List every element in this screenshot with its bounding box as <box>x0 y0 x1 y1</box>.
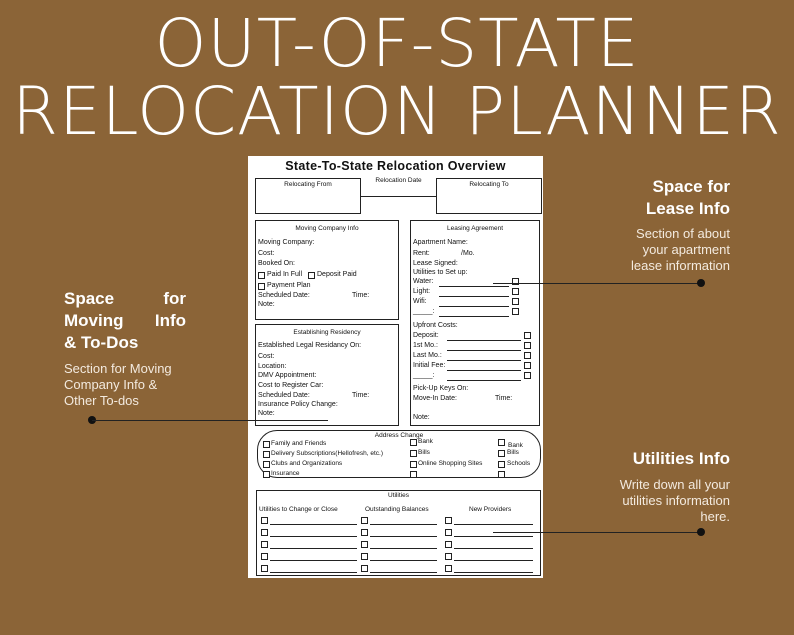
moving-callout-head1a: Space <box>64 289 115 308</box>
utility-row-line <box>370 560 437 561</box>
address-change-box <box>257 430 541 478</box>
moving-company-box <box>255 220 399 320</box>
moving-callout-sub1: Section for Moving <box>64 361 172 376</box>
lease-connector-dot <box>697 279 705 287</box>
insurance-change-label: Insurance Policy Change: <box>258 401 338 408</box>
utility-row-checkbox[interactable] <box>361 529 368 536</box>
moving-time-label: Time: <box>352 292 370 299</box>
bills2-checkbox[interactable] <box>498 450 505 457</box>
moving-callout-head2a: Moving <box>64 311 124 330</box>
bank2-label: Bank <box>508 442 523 449</box>
relocation-date-line <box>361 196 436 197</box>
utility-row-line <box>370 548 437 549</box>
lease-callout-sub3: lease information <box>631 258 730 273</box>
moving-callout-head2b: Info <box>154 311 186 330</box>
utilities-callout-sub1: Write down all your <box>619 477 730 492</box>
deposit-line <box>447 340 521 341</box>
paid-in-full-checkbox[interactable] <box>258 272 265 279</box>
residency-time-label: Time: <box>352 392 370 399</box>
residency-scheduled-label: Scheduled Date: <box>258 392 310 399</box>
water-line <box>439 286 509 287</box>
utilities-box <box>256 490 541 576</box>
last-month-checkbox[interactable] <box>524 352 531 359</box>
bills2-label: Bills <box>507 449 519 456</box>
delivery-checkbox[interactable] <box>263 451 270 458</box>
deposit-label: Deposit: <box>413 332 439 339</box>
upfront-blank-line <box>447 380 521 381</box>
utilities-callout-sub2: utilities information <box>622 493 730 508</box>
utility-row-line <box>454 560 533 561</box>
register-car-label: Cost to Register Car: <box>258 382 324 389</box>
planner-sheet <box>248 156 543 578</box>
booked-on-label: Booked On: <box>258 260 295 267</box>
utility-blank-checkbox[interactable] <box>512 308 519 315</box>
blank-col2-checkbox[interactable] <box>410 471 417 478</box>
lease-callout-head2: Lease Info <box>645 199 730 218</box>
main-title-line2: RELOCATION PLANNER <box>12 73 782 150</box>
relocating-from-label: Relocating From <box>284 181 332 188</box>
relocation-date-label: Relocation Date <box>375 177 422 184</box>
utility-row-checkbox[interactable] <box>261 529 268 536</box>
utility-blank-line <box>439 316 509 317</box>
outstanding-header: Outstanding Balances <box>365 506 429 513</box>
first-month-checkbox[interactable] <box>524 342 531 349</box>
utility-row-checkbox[interactable] <box>445 541 452 548</box>
utilities-title: Utilities <box>388 492 409 499</box>
lease-callout-head1: Space for <box>652 177 730 196</box>
utility-row-checkbox[interactable] <box>361 517 368 524</box>
first-month-label: 1st Mo.: <box>413 342 438 349</box>
family-friends-label: Family and Friends <box>271 440 327 447</box>
bills-label: Bills <box>418 449 430 456</box>
sheet-title: State-To-State Relocation Overview <box>285 159 506 173</box>
utility-row-checkbox[interactable] <box>445 517 452 524</box>
moving-callout-sub2: Company Info & <box>64 377 158 392</box>
utility-row-line <box>270 536 357 537</box>
last-month-line <box>447 360 521 361</box>
moving-note-label: Note: <box>258 301 275 308</box>
schools-label: Schools <box>507 460 531 467</box>
utilities-callout-sub3: here. <box>700 509 730 524</box>
utility-row-checkbox[interactable] <box>361 541 368 548</box>
main-title-line1: OUT-OF-STATE <box>154 5 640 82</box>
light-checkbox[interactable] <box>512 288 519 295</box>
upfront-blank-label: _____: <box>413 372 435 379</box>
utility-row-line <box>454 548 533 549</box>
wifi-line <box>439 306 509 307</box>
residency-note-label: Note: <box>258 410 275 417</box>
utility-row-checkbox[interactable] <box>445 565 452 572</box>
light-line <box>439 296 509 297</box>
address-change-title: Address Change <box>374 432 424 439</box>
upfront-costs-label: Upfront Costs: <box>413 322 458 329</box>
utility-row-line <box>370 572 437 573</box>
moving-company-title: Moving Company Info <box>295 225 359 232</box>
moving-callout-head3: & To-Dos <box>64 333 139 352</box>
deposit-checkbox[interactable] <box>524 332 531 339</box>
utility-row-checkbox[interactable] <box>361 565 368 572</box>
leasing-box <box>410 220 540 426</box>
shopping-label: Online Shopping Sites <box>418 460 483 467</box>
paid-in-full-label: Paid In Full <box>267 271 303 278</box>
utility-row-checkbox[interactable] <box>261 517 268 524</box>
residency-location-label: Location: <box>258 363 287 370</box>
blank-col3-checkbox[interactable] <box>498 471 505 478</box>
utilities-callout-head: Utilities Info <box>632 449 730 468</box>
clubs-label: Clubs and Organizations <box>271 460 343 467</box>
insurance-label: Insurance <box>271 470 300 477</box>
clubs-checkbox[interactable] <box>263 461 270 468</box>
family-friends-checkbox[interactable] <box>263 441 270 448</box>
utility-row-line <box>454 524 533 525</box>
new-providers-header: New Providers <box>469 506 512 513</box>
leasing-title: Leasing Agreement <box>446 225 503 232</box>
moving-company-label: Moving Company: <box>258 239 315 246</box>
water-label: Water: <box>413 278 434 285</box>
utility-row-checkbox[interactable] <box>445 529 452 536</box>
moving-callout-head1b: for <box>163 289 186 308</box>
utility-row-checkbox[interactable] <box>261 553 268 560</box>
utility-row-line <box>270 524 357 525</box>
moving-cost-label: Cost: <box>258 250 275 257</box>
utilities-setup-label: Utilities to Set up: <box>413 269 468 276</box>
payment-plan-label: Payment Plan <box>267 282 311 289</box>
initial-fee-label: Initial Fee: <box>413 362 446 369</box>
utility-row-line <box>454 572 533 573</box>
utility-row-line <box>270 548 357 549</box>
pickup-keys-label: Pick-Up Keys On: <box>413 385 469 392</box>
wifi-checkbox[interactable] <box>512 298 519 305</box>
deposit-paid-label: Deposit Paid <box>317 271 357 278</box>
established-label: Established Legal Residancy On: <box>258 342 362 349</box>
first-month-line <box>447 350 521 351</box>
move-in-label: Move-In Date: <box>413 395 457 402</box>
initial-fee-line <box>447 370 521 371</box>
wifi-label: Wifi: <box>413 298 427 305</box>
utilities-connector-dot <box>697 528 705 536</box>
utilities-change-header: Utilities to Change or Close <box>259 506 338 513</box>
shopping-checkbox[interactable] <box>410 461 417 468</box>
rent-label: Rent: <box>413 250 430 257</box>
payment-plan-checkbox[interactable] <box>258 283 265 290</box>
residency-cost-label: Cost: <box>258 353 275 360</box>
moving-callout-sub3: Other To-dos <box>64 393 139 408</box>
utility-blank-label: _____: <box>413 308 435 315</box>
schools-checkbox[interactable] <box>498 461 505 468</box>
upfront-blank-checkbox[interactable] <box>524 372 531 379</box>
relocating-from-box <box>255 178 361 214</box>
utility-row-checkbox[interactable] <box>361 553 368 560</box>
bank2-checkbox[interactable] <box>498 439 505 446</box>
utilities-callout <box>560 449 730 525</box>
residency-title: Establishing Residency <box>293 329 361 336</box>
utility-row-checkbox[interactable] <box>445 553 452 560</box>
last-month-label: Last Mo.: <box>413 352 442 359</box>
utility-row-line <box>270 560 357 561</box>
relocating-to-label: Relocating To <box>469 181 509 188</box>
moving-scheduled-label: Scheduled Date: <box>258 292 310 299</box>
light-label: Light: <box>413 288 431 295</box>
utility-row-checkbox[interactable] <box>261 565 268 572</box>
deposit-paid-checkbox[interactable] <box>308 272 315 279</box>
moving-connector-line <box>92 420 302 421</box>
utilities-connector-line <box>493 532 703 533</box>
dmv-label: DMV Appointment: <box>258 372 317 379</box>
residency-box <box>255 324 399 426</box>
bills-checkbox[interactable] <box>410 450 417 457</box>
lease-signed-label: Lease Signed: <box>413 260 458 267</box>
moving-callout <box>64 289 186 409</box>
utility-row-line <box>370 524 437 525</box>
bank-label: Bank <box>418 438 433 445</box>
utility-row-checkbox[interactable] <box>261 541 268 548</box>
utility-row-line <box>454 536 533 537</box>
insurance-checkbox[interactable] <box>263 471 270 478</box>
bank-checkbox[interactable] <box>410 439 417 446</box>
lease-note-label: Note: <box>413 414 430 421</box>
apartment-name-label: Apartment Name: <box>413 239 468 246</box>
utility-row-line <box>370 536 437 537</box>
delivery-label: Delivery Subscriptions(Hellofresh, etc.) <box>271 450 383 457</box>
relocating-to-box <box>436 178 542 214</box>
lease-callout-sub1: Section of about <box>636 226 730 241</box>
lease-callout <box>560 177 730 274</box>
per-month-label: /Mo. <box>461 250 475 257</box>
lease-callout-sub2: your apartment <box>642 242 730 257</box>
move-in-time-label: Time: <box>495 395 513 402</box>
lease-connector-line <box>493 283 703 284</box>
utility-row-line <box>270 572 357 573</box>
initial-fee-checkbox[interactable] <box>524 362 531 369</box>
